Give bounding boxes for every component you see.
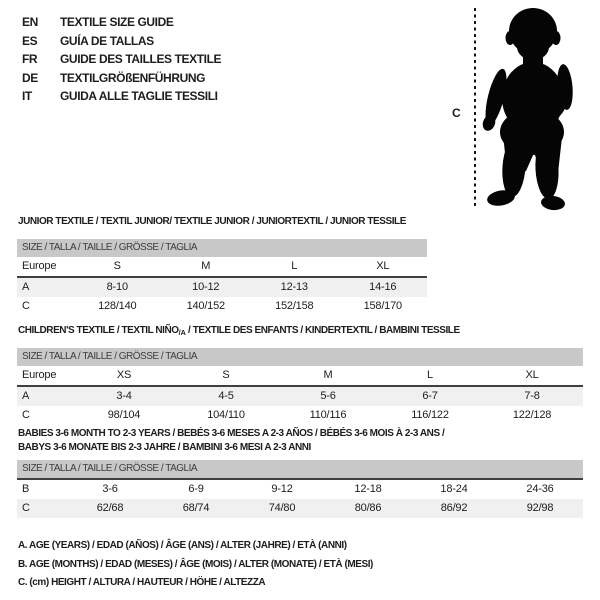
value-cell: 128/140 <box>98 300 137 312</box>
value-cell: 74/80 <box>268 502 296 514</box>
size-header-bar: SIZE / TALLA / TAILLE / GRÖSSE / TAGLIA <box>17 239 427 257</box>
legend-notes <box>18 537 373 593</box>
value-cell: 8-10 <box>106 281 128 293</box>
lang-title: GUÍA DE TALLAS <box>60 33 154 48</box>
size-cell: M <box>201 260 211 272</box>
value-cell: 12-18 <box>354 483 382 495</box>
lang-code: DE <box>22 70 38 85</box>
table-row-europe <box>17 366 583 385</box>
baby-silhouette-icon <box>481 5 581 211</box>
value-cell: 14-16 <box>369 281 397 293</box>
babies-table-title <box>18 427 444 454</box>
children-table-title <box>18 325 460 337</box>
value-cell: 7-8 <box>524 390 540 402</box>
value-cell: 3-4 <box>116 390 132 402</box>
height-measure-dashed-line <box>474 8 476 206</box>
value-cell: 6-9 <box>188 483 204 495</box>
row-label: C <box>22 409 30 421</box>
value-cell: 122/128 <box>512 409 552 421</box>
height-measure-label: C <box>452 106 461 120</box>
table-row-months <box>17 480 583 499</box>
row-label: C <box>22 300 30 312</box>
value-cell: 158/170 <box>363 300 402 312</box>
lang-row-it <box>22 87 221 106</box>
note-age-months: B. AGE (MONTHS) / EDAD (MESES) / ÂGE (MOIS) / ALTER (MONATE) / ETÀ (MESI) <box>18 558 373 570</box>
value-cell: 80/86 <box>354 502 382 514</box>
size-cell: XL <box>525 369 539 381</box>
title-subscript: /A <box>178 328 186 337</box>
title-part: CHILDREN'S TEXTILE / TEXTIL NIÑO <box>18 325 179 336</box>
table-row-height <box>17 499 583 518</box>
value-cell: 86/92 <box>440 502 468 514</box>
lang-title: GUIDA ALLE TAGLIE TESSILI <box>60 89 218 104</box>
babies-size-table <box>17 460 583 518</box>
value-cell: 68/74 <box>182 502 210 514</box>
value-cell: 110/116 <box>309 409 347 421</box>
size-header-bar: SIZE / TALLA / TAILLE / GRÖSSE / TAGLIA <box>17 348 583 366</box>
value-cell: 98/104 <box>107 409 141 421</box>
row-label: A <box>22 390 30 402</box>
lang-code: FR <box>22 52 38 67</box>
babies-title-line2: BABYS 3-6 MONATE BIS 2-3 JAHRE / BAMBINI 3-6 MESI A 2-3 ANNI <box>18 441 311 453</box>
value-cell: 62/68 <box>96 502 124 514</box>
value-cell: 5-6 <box>320 390 336 402</box>
size-cell: L <box>291 260 298 272</box>
title-part: / TEXTILE DES ENFANTS / KINDERTEXTIL / BAMBINI TESSILE <box>185 325 460 336</box>
value-cell: 3-6 <box>102 483 118 495</box>
size-cell: S <box>222 369 230 381</box>
size-cell: XL <box>376 260 390 272</box>
junior-size-table <box>17 239 427 316</box>
row-label: A <box>22 281 30 293</box>
junior-table-title: JUNIOR TEXTILE / TEXTIL JUNIOR/ TEXTILE JUNIOR / JUNIORTEXTIL / JUNIOR TESSILE <box>18 216 406 227</box>
row-label: Europe <box>22 369 57 381</box>
value-cell: 9-12 <box>271 483 293 495</box>
value-cell: 92/98 <box>526 502 554 514</box>
babies-title-line1: BABIES 3-6 MONTH TO 2-3 YEARS / BEBÉS 3-6 MESES A 2-3 AÑOS / BÉBÉS 3-6 MOIS À 2-3 ANS / <box>18 428 445 439</box>
value-cell: 104/110 <box>207 409 245 421</box>
table-row-height <box>17 406 583 425</box>
value-cell: 10-12 <box>192 281 220 293</box>
lang-title: GUIDE DES TAILLES TEXTILE <box>60 52 222 67</box>
lang-row-fr <box>22 50 221 69</box>
value-cell: 12-13 <box>280 281 308 293</box>
lang-row-de <box>22 69 221 88</box>
table-row-age <box>17 278 427 297</box>
size-cell: L <box>427 369 433 381</box>
lang-title: TEXTILGRÖßENFÜHRUNG <box>60 70 206 85</box>
language-title-list <box>22 13 221 106</box>
table-row-height <box>17 297 427 316</box>
size-cell: M <box>323 369 333 381</box>
lang-code: EN <box>22 15 38 29</box>
row-label: B <box>22 483 30 495</box>
size-cell: XS <box>116 369 132 381</box>
value-cell: 24-36 <box>526 483 554 495</box>
value-cell: 18-24 <box>440 483 468 495</box>
lang-code: IT <box>22 89 32 104</box>
value-cell: 140/152 <box>186 300 225 312</box>
row-label: C <box>22 502 30 514</box>
value-cell: 116/122 <box>411 409 449 421</box>
value-cell: 152/158 <box>275 300 314 312</box>
lang-code: ES <box>22 33 38 48</box>
value-cell: 4-5 <box>218 390 234 402</box>
note-height: C. (cm) HEIGHT / ALTURA / HAUTEUR / HÖHE / ALTEZZA <box>18 577 266 589</box>
size-cell: S <box>113 260 121 272</box>
value-cell: 6-7 <box>422 390 438 402</box>
note-age-years: A. AGE (YEARS) / EDAD (AÑOS) / ÂGE (ANS) / ALTER (JAHRE) / ETÀ (ANNI) <box>18 540 347 551</box>
lang-row-en <box>22 13 221 32</box>
lang-title: TEXTILE SIZE GUIDE <box>60 15 174 29</box>
row-label: Europe <box>22 260 57 272</box>
size-header-bar: SIZE / TALLA / TAILLE / GRÖSSE / TAGLIA <box>17 460 583 478</box>
lang-row-es <box>22 32 221 51</box>
table-row-europe <box>17 257 427 276</box>
children-size-table <box>17 348 583 425</box>
table-row-age <box>17 387 583 406</box>
